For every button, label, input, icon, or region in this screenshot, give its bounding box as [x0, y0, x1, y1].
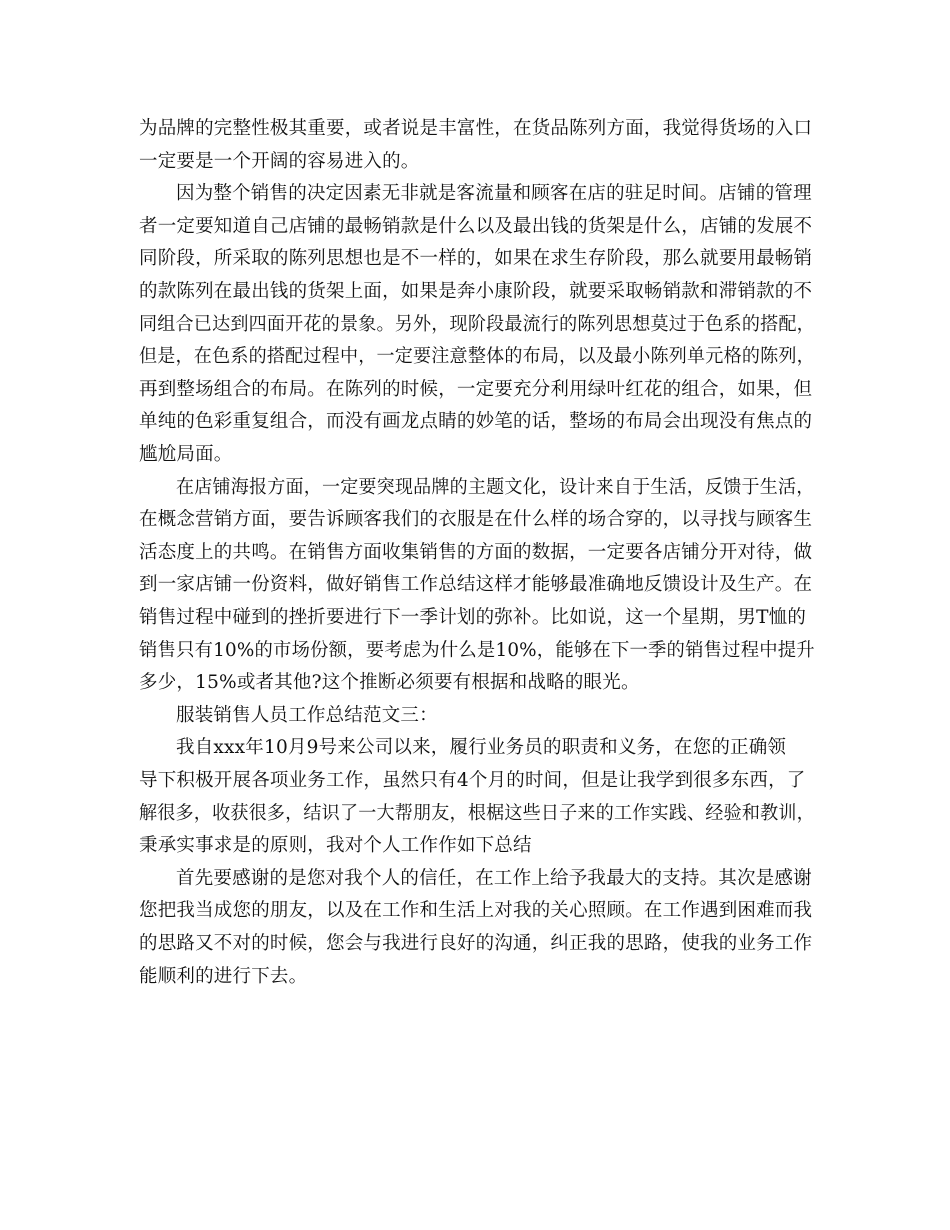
text-line: 同组合已达到四面开花的景象。另外，现阶段最流行的陈列思想莫过于色系的搭配， — [139, 313, 815, 335]
text-line: 首先要感谢的是您对我个人的信任，在工作上给予我最大的支持。其次是感谢 — [176, 867, 812, 889]
text-line: 的款陈列在最出钱的货架上面，如果是奔小康阶段，就要采取畅销款和滞销款的不 — [139, 281, 813, 302]
text-line: 解很多，收获很多，结识了一大帮朋友，根椐这些日子来的工作实践、经验和教训， — [139, 802, 815, 824]
text-line: 因为整个销售的决定因素无非就是客流量和顾客在店的驻足时间。店铺的管理 — [176, 183, 812, 205]
text-line: 服装销售人员工作总结范文三： — [176, 704, 438, 726]
text-line: 在店铺海报方面，一定要突现品牌的主题文化，设计来自于生活，反馈于生活， — [176, 476, 815, 498]
text-line: 再到整场组合的布局。在陈列的时候，一定要充分利用绿叶红花的组合，如果，但 — [139, 378, 813, 400]
text-line: 尴尬局面。 — [139, 444, 233, 465]
text-line: 但是，在色系的搭配过程中，一定要注意整体的布局，以及最小陈列单元格的陈列， — [139, 346, 815, 368]
text-line: 者一定要知道自己店铺的最畅销款是什么以及最出钱的货架是什么，店铺的发展不 — [139, 215, 813, 237]
text-line: 我自xxx年10月9号来公司以来，履行业务员的职责和义务，在您的正确领 — [176, 737, 787, 759]
text-line: 销售只有10%的市场份额，要考虑为什么是10%，能够在下一季的销售过程中提升 — [139, 639, 815, 661]
text-line: 导下积极开展各项业务工作，虽然只有4个月的时间，但是让我学到很多东西，了 — [139, 770, 806, 791]
text-line: 到一家店铺一份资料，做好销售工作总结这样才能够最准确地反馈设计及生产。在 — [139, 574, 813, 596]
text-line: 活态度上的共鸣。在销售方面收集销售的方面的数据，一定要各店铺分开对待，做 — [139, 541, 813, 563]
text-line: 单纯的色彩重复组合，而没有画龙点睛的妙笔的话，整场的布局会出现没有焦点的 — [139, 411, 813, 433]
text-line: 销售过程中碰到的挫折要进行下一季计划的弥补。比如说，这一个星期，男T恤的 — [139, 607, 807, 628]
text-line: 您把我当成您的朋友，以及在工作和生活上对我的关心照顾。在工作遇到困难而我 — [139, 900, 813, 922]
text-line: 能顺利的进行下去。 — [139, 965, 308, 987]
text-line: 秉承实事求是的原则，我对个人工作作如下总结 — [139, 835, 532, 857]
text-line: 为品牌的完整性极其重要，或者说是丰富性，在货品陈列方面，我觉得货场的入口 — [139, 118, 813, 139]
text-line: 一定要是一个开阔的容易进入的。 — [139, 150, 420, 172]
text-line: 的思路又不对的时候，您会与我进行良好的沟通，纠正我的思路，使我的业务工作 — [139, 933, 813, 954]
text-line: 同阶段，所采取的陈列思想也是不一样的，如果在求生存阶段，那么就要用最畅销 — [139, 248, 813, 270]
text-line: 多少，15%或者其他?这个推断必须要有根据和战略的眼光。 — [139, 672, 640, 694]
text-line: 在概念营销方面，要告诉顾客我们的衣服是在什么样的场合穿的，以寻找与顾客生 — [139, 509, 813, 531]
